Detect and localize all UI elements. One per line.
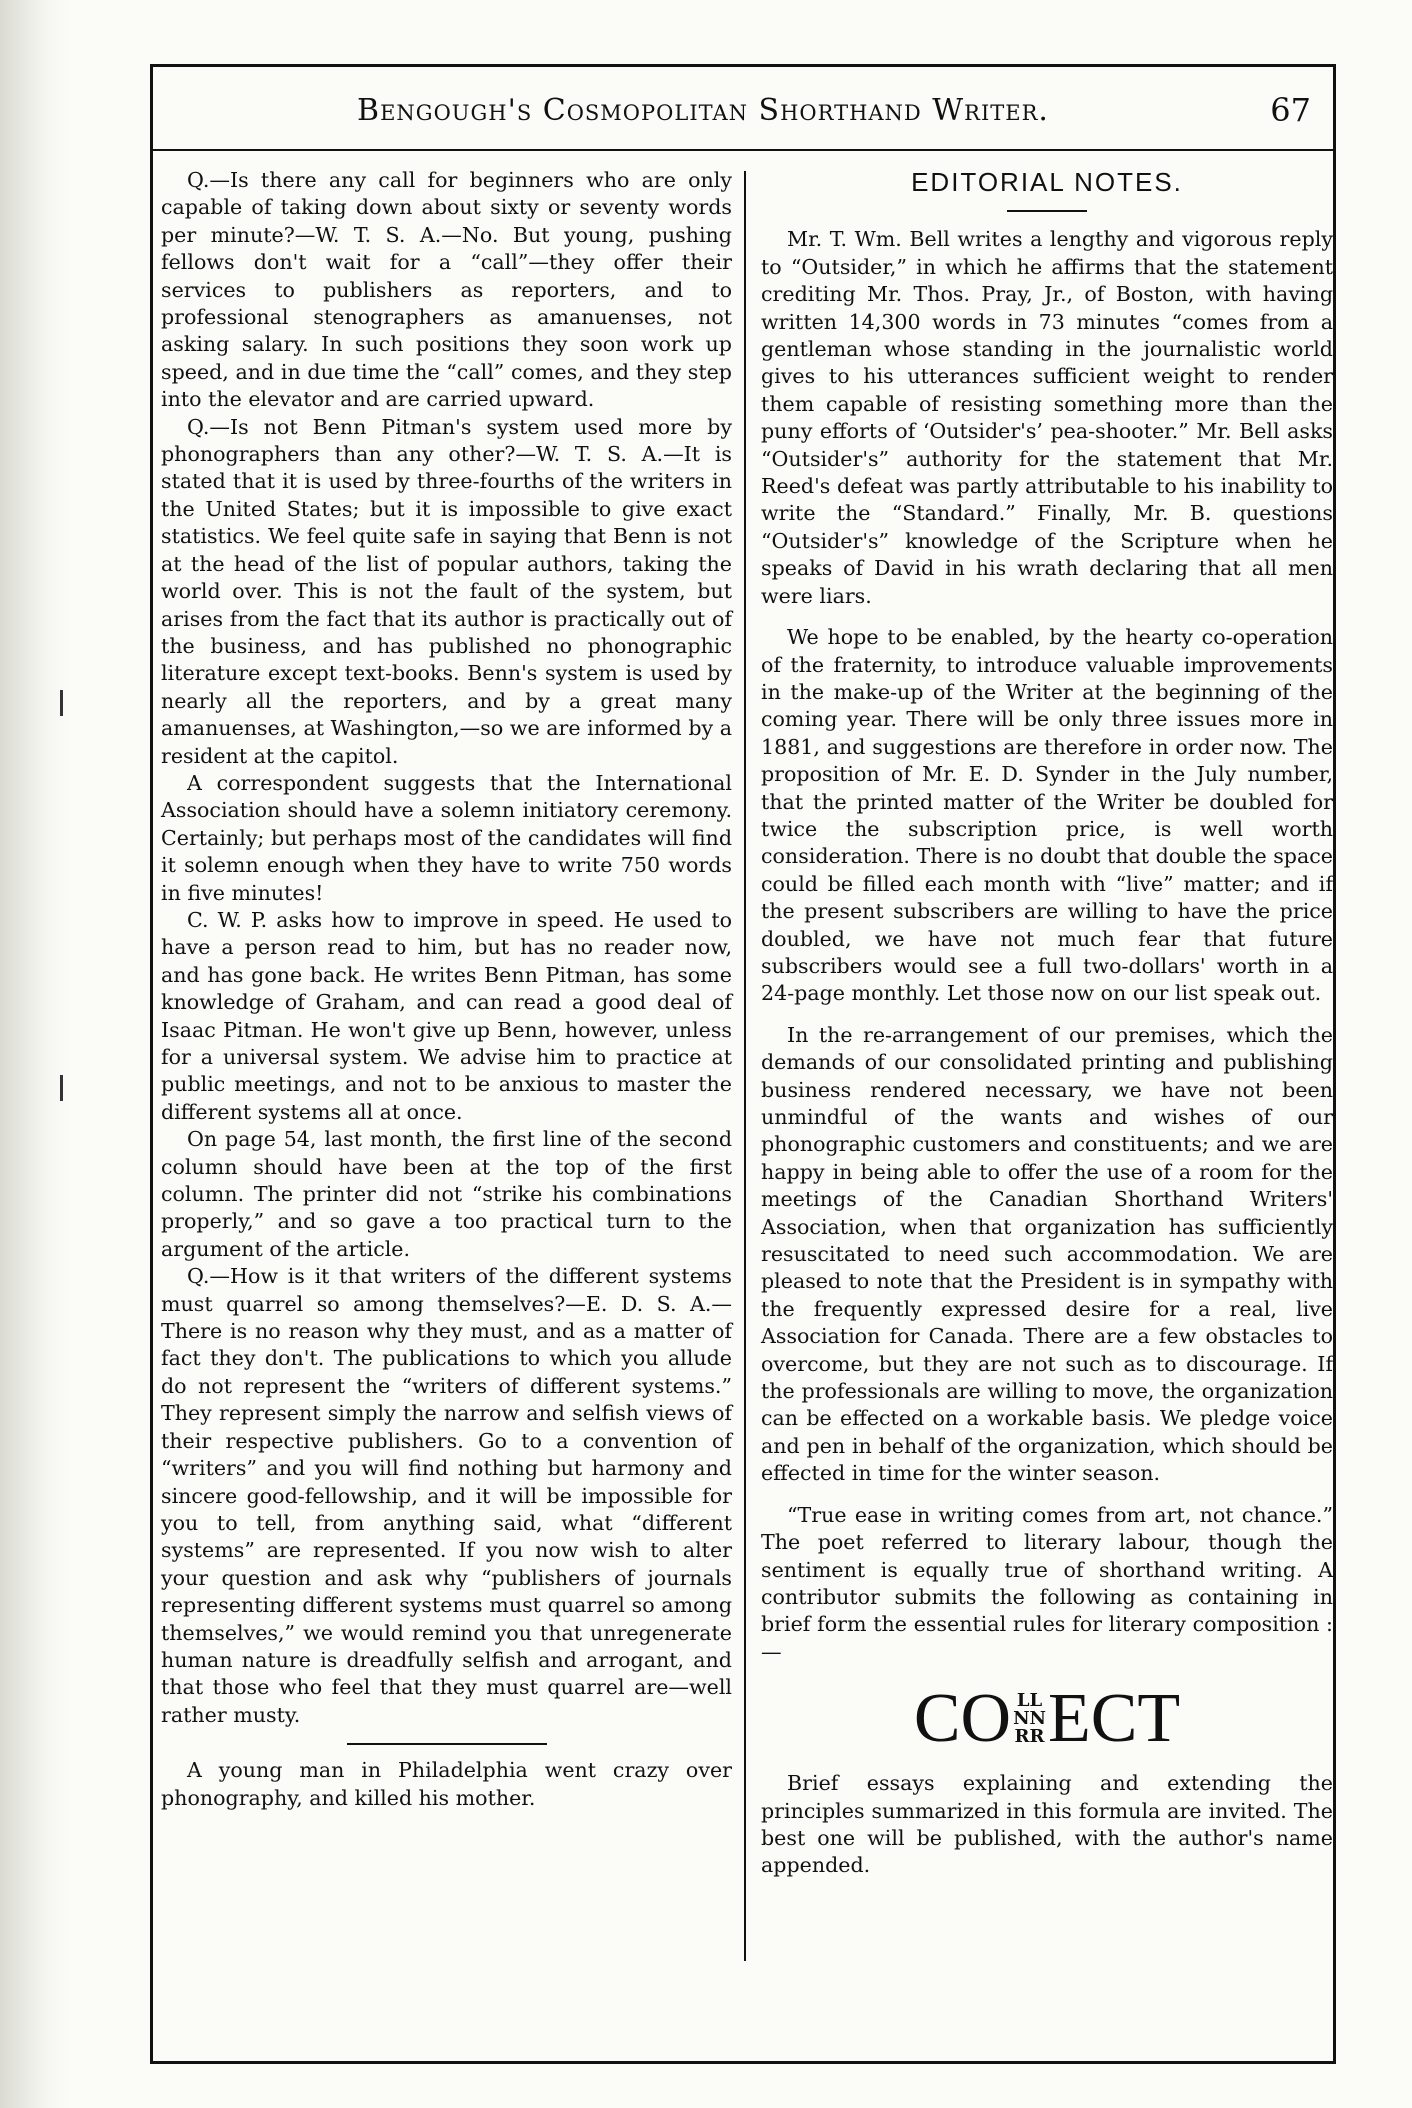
paragraph: In the re-arrangement of our premises, which the demands of our consolidated printing and publishing business rendered necessary, we have not been unmindful of the wants and wishes of our phonographic customers and constituents; and we are happy in being able to offer the use of a room for the meetings of the Canadian Shorthand Writers' Association, when that organization has sufficiently resuscitated to need such accommodation. We are pleased to note that the President is in sympathy with the frequently expressed desire for a real, live Association for Canada. There are a few obstacles to overcome, but they are not such as to discourage. If the professionals are willing to move, the organization can be effected on a workable basis. We pledge voice and pen in behalf of the organization, which should be effected in time for the winter season. xyxy=(761,1022,1333,1486)
paragraph: On page 54, last month, the first line of the second column should have been at the top of the first column. The printer did not “strike his combinations properly,” and so gave a too practical turn to the argument of the article. xyxy=(161,1127,732,1261)
formula-stack-line: RR xyxy=(1014,1726,1045,1748)
formula-stack-line: LL xyxy=(1016,1690,1043,1712)
collect-formula xyxy=(761,1682,1333,1756)
margin-mark xyxy=(60,1075,63,1101)
right-column xyxy=(761,167,1333,2035)
formula-stack-line: NN xyxy=(1013,1708,1046,1730)
section-rule xyxy=(347,1743,547,1745)
page-number: 67 xyxy=(1270,91,1311,129)
formula-stack xyxy=(1013,1692,1046,1746)
paragraph: Mr. T. Wm. Bell writes a lengthy and vigorous reply to “Outsider,” in which he affirms that the statement crediting Mr. Thos. Pray, Jr., of Boston, with having written 14,300 words in 73 minutes “comes from a gentleman whose standing in the journalistic world gives to his utterances sufficient weight to render them capable of resisting something more than the puny efforts of ‘Outsider's’ pea-shooter.” Mr. Bell asks “Outsider's” authority for the statement that Mr. Reed's defeat was partly attributable to his inability to write the “Standard.” Finally, Mr. B. questions “Outsider's” knowledge of the Scripture when he speaks of David in his wrath declaring that all men were liars. xyxy=(761,227,1333,608)
margin-mark xyxy=(60,690,63,716)
left-column xyxy=(161,167,732,2035)
paragraph: “True ease in writing comes from art, not chance.” The poet referred to literary labour, though the sentiment is equally true of shorthand writing. A contributor submits the following as containing in brief form the essential rules for literary composition :— xyxy=(761,1502,1333,1664)
running-head xyxy=(153,67,1333,151)
editorial-heading: EDITORIAL NOTES. xyxy=(911,167,1183,197)
column-divider xyxy=(744,171,746,1961)
page-frame xyxy=(150,64,1336,2064)
paragraph: Q.—How is it that writers of the different systems must quarrel so among themselves?—E. D. S. A.—There is no reason why they must, and as a matter of fact they don't. The publications to which you allude do not represent the “writers of different systems.” They represent simply the narrow and selfish views of their respective publishers. Go to a convention of “writers” and you will find nothing but harmony and sincere good-fellowship, and it will be impossible for you to tell, from anything said, what “different systems” are represented. If you now wish to alter your question and ask why “publishers of journals representing different systems must quarrel so among themselves,” we would remind you that unregenerate human nature is dreadfully selfish and arrogant, and that those who feel that they must quarrel are—well rather musty. xyxy=(161,1264,732,1727)
formula-prefix: CO xyxy=(913,1680,1012,1758)
formula-suffix: ECT xyxy=(1047,1680,1181,1758)
paragraph: C. W. P. asks how to improve in speed. He used to have a person read to him, but has no reader now, and has gone back. He writes Benn Pitman, has some knowledge of Graham, and can read a good deal of Isaac Pitman. He won't give up Benn, however, unless for a universal system. We advise him to practice at public meetings, and not to be anxious to master the different systems all at once. xyxy=(161,907,732,1124)
closing-note: A young man in Philadelphia went crazy over phonography, and killed his mother. xyxy=(161,1758,732,1810)
paragraph: A correspondent suggests that the International Association should have a solemn initiatory ceremony. Certainly; but perhaps most of the candidates will find it solemn enough when they have to write 750 words in five minutes! xyxy=(161,770,732,905)
paragraph: We hope to be enabled, by the hearty co-operation of the fraternity, to introduce valuable improvements in the make-up of the Writer at the beginning of the coming year. There will be only three issues more in 1881, and suggestions are therefore in order now. The proposition of Mr. E. D. Synder in the July number, that the printed matter of the Writer be doubled for twice the subscription price, is well worth consideration. There is no doubt that double the space could be filled each month with “live” matter; and if the present subscribers are willing to have the price doubled, we have not much fear that future subscribers would see a full two-dollars' worth in a 24-page monthly. Let those now on our list speak out. xyxy=(761,625,1333,1006)
heading-rule xyxy=(1007,210,1087,212)
running-title: Bengough's Cosmopolitan Shorthand Writer. xyxy=(357,93,1049,128)
page-edge-shadow xyxy=(0,0,70,2108)
paragraph: Brief essays explaining and extending the principles summarized in this formula are invited. The best one will be published, with the author's name appended. xyxy=(761,1771,1333,1878)
paragraph: Q.—Is there any call for beginners who are only capable of taking down about sixty or seventy words per minute?—W. T. S. A.—No. But young, pushing fellows don't wait for a “call”—they offer their services to publishers as reporters, and to professional stenographers as amanuenses, not asking salary. In such positions they soon work up speed, and in due time the “call” comes, and they step into the elevator and are carried upward. xyxy=(161,168,732,412)
paragraph: Q.—Is not Benn Pitman's system used more by phonographers than any other?—W. T. S. A.—It is stated that it is used by three-fourths of the writers in the United States; but it is impossible to give exact statistics. We feel quite safe in saying that Benn is not at the head of the list of popular authors, taking the world over. This is not the fault of the system, but arises from the fact that its author is practically out of the business, and has published no phonographic literature except text-books. Benn's system is used by nearly all the reporters, and by a great many amanuenses, at Washington,—so we are informed by a resident at the capitol. xyxy=(161,414,732,768)
